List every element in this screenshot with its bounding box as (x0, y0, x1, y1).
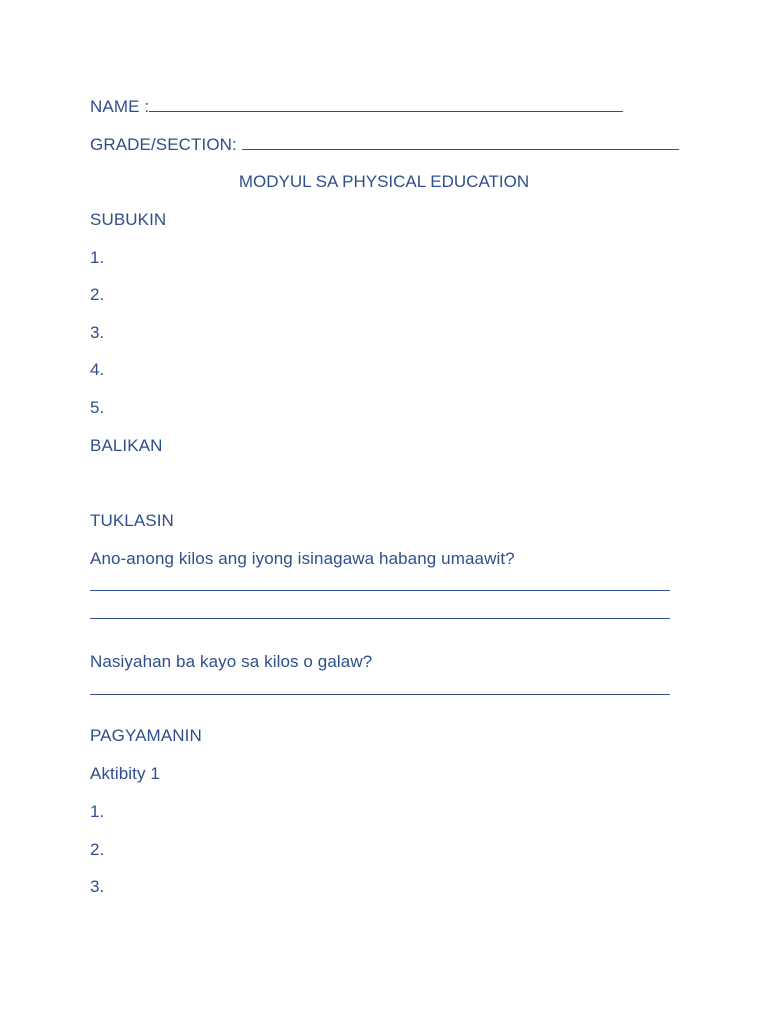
name-label: NAME : (90, 97, 150, 116)
pagyamanin-heading: PAGYAMANIN (90, 726, 202, 745)
subukin-item-2: 2. (90, 285, 105, 304)
grade-section-blank-line[interactable] (242, 133, 679, 150)
tuklasin-heading: TUKLASIN (90, 511, 174, 530)
tuklasin-question-1: Ano-anong kilos ang iyong isinagawa habang umaawit? (90, 549, 515, 568)
pagyamanin-item-2: 2. (90, 840, 105, 859)
tuklasin-question-2: Nasiyahan ba kayo sa kilos o galaw? (90, 652, 373, 671)
subukin-heading: SUBUKIN (90, 210, 167, 229)
subukin-item-4: 4. (90, 360, 105, 379)
subukin-item-5: 5. (90, 398, 105, 417)
pagyamanin-item-3: 3. (90, 877, 105, 896)
name-blank-line[interactable] (149, 95, 623, 112)
subukin-item-3: 3. (90, 323, 105, 342)
pagyamanin-item-1: 1. (90, 802, 105, 821)
answer-line-3[interactable] (90, 694, 670, 695)
answer-line-1[interactable] (90, 590, 670, 591)
grade-section-label: GRADE/SECTION: (90, 135, 242, 154)
answer-line-2[interactable] (90, 618, 670, 619)
balikan-heading: BALIKAN (90, 436, 163, 455)
module-title: MODYUL SA PHYSICAL EDUCATION (238, 172, 530, 191)
activity-label: Aktibity 1 (90, 764, 160, 783)
subukin-item-1: 1. (90, 248, 105, 267)
grade-section-row (90, 133, 679, 156)
worksheet-page (90, 0, 710, 1024)
name-row (90, 95, 623, 118)
